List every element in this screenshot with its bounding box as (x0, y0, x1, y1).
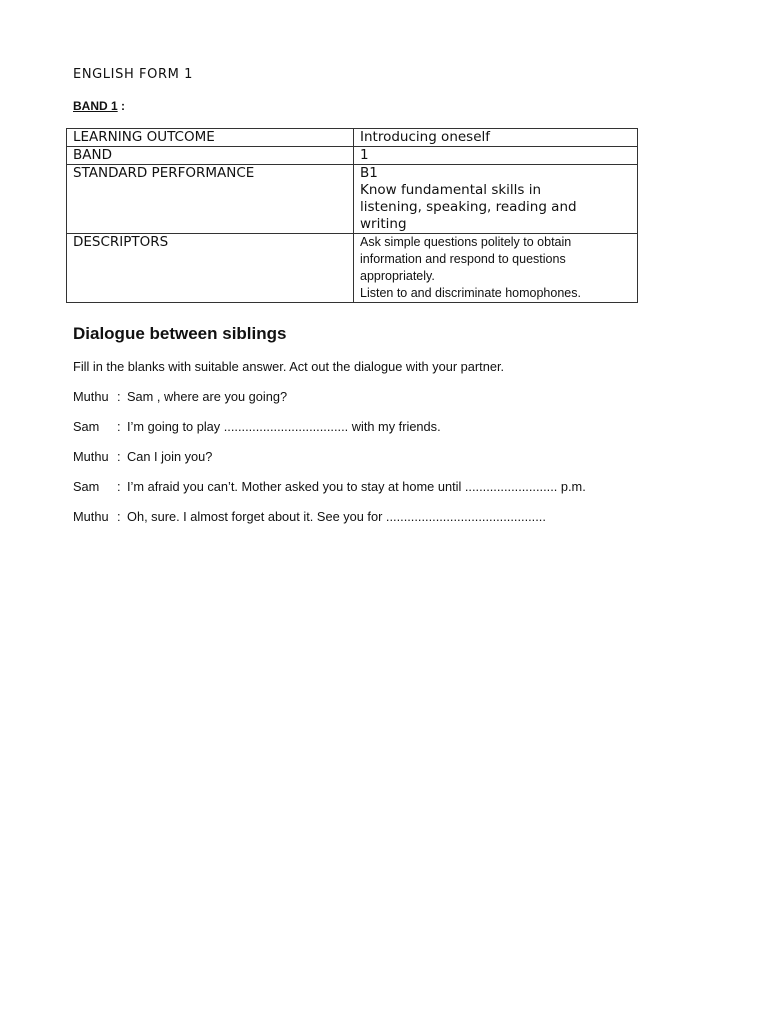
table-cell-value (354, 234, 638, 303)
table-cell-label: DESCRIPTORS (67, 234, 354, 303)
speaker-name: Sam (73, 419, 100, 434)
band-label (73, 99, 125, 113)
speaker-name: Sam (73, 479, 100, 494)
dialogue-line: Muthu : Can I join you? (73, 449, 586, 479)
dialogue-text: Can I join you? (127, 449, 213, 464)
table-cell-line: Ask simple questions politely to obtain (360, 235, 572, 249)
table-row (67, 129, 638, 147)
table-cell-line: Know fundamental skills in (360, 182, 542, 198)
table-cell-line: B1 (360, 165, 378, 181)
dialogue-text: Sam , where are you going? (127, 389, 288, 404)
dialogue-line: Sam : I’m afraid you can’t. Mother asked you to stay at home until .......................... p.m. (73, 479, 586, 509)
table-cell-value (354, 147, 638, 165)
table-cell-value (354, 165, 638, 234)
section-heading: Dialogue between siblings (73, 324, 287, 343)
dialogue-text: I’m afraid you can’t. Mother asked you to stay at home until .......................... p.m. (127, 479, 586, 494)
table-row (67, 234, 638, 303)
speaker-name: Muthu (73, 509, 109, 524)
table-row (67, 147, 638, 165)
speaker-name: Muthu (73, 389, 109, 404)
dialogue-line: Muthu : Oh, sure. I almost forget about it. See you for ............................................. (73, 509, 586, 539)
document-title: ENGLISH FORM 1 (73, 67, 194, 82)
table-cell-line: 1 (360, 147, 369, 163)
band-label-colon: : (121, 99, 126, 113)
dialogue-text: I’m going to play ................................... with my friends. (127, 419, 441, 434)
table-cell-label: BAND (67, 147, 354, 165)
table-cell-line: listening, speaking, reading and (360, 199, 577, 215)
table-cell-value (354, 129, 638, 147)
speaker-name: Muthu (73, 449, 109, 464)
table-row (67, 165, 638, 234)
table-cell-line: writing (360, 216, 407, 232)
dialogue-line: Sam : I’m going to play ................................... with my friends. (73, 419, 586, 449)
dialogue-line: Muthu : Sam , where are you going? (73, 389, 586, 419)
table-cell-label: STANDARD PERFORMANCE (67, 165, 354, 234)
table-cell-line: Introducing oneself (360, 129, 491, 145)
info-table (66, 128, 638, 303)
table-cell-line: information and respond to questions (360, 252, 566, 266)
table-cell-line: Listen to and discriminate homophones. (360, 286, 581, 300)
dialogue-text: Oh, sure. I almost forget about it. See you for ............................................. (127, 509, 546, 524)
band-label-text: BAND 1 (73, 99, 118, 113)
table-cell-line: appropriately. (360, 269, 435, 283)
instructions-text: Fill in the blanks with suitable answer. Act out the dialogue with your partner. (73, 359, 505, 374)
table-cell-label: LEARNING OUTCOME (67, 129, 354, 147)
dialogue (73, 389, 586, 539)
